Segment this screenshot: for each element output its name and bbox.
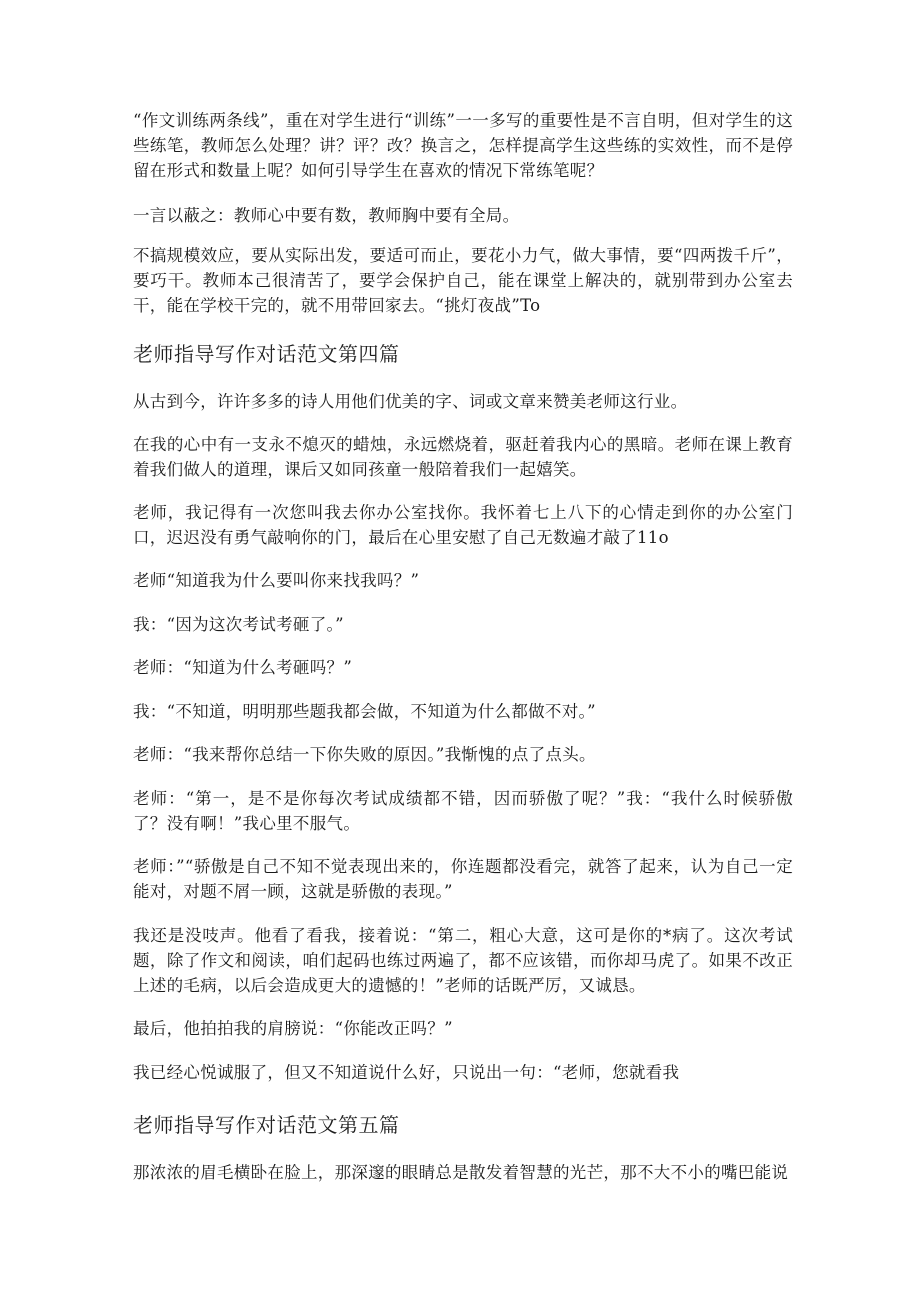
dialogue-line: 老师：“我来帮你总结一下你失败的原因。”我惭愧的点了点头。 (133, 745, 596, 764)
paragraph-work-advice: 不搞规模效应，要从实际出发，要适可而止，要花小力气，做大事情，要“四两拨千斤”，要巧干。教师本己很清苦了，要学会保护自己，能在课堂上解决的，就别带到办公室去干，能在学校干完的，就不用带回家去。“挑灯夜战”To (133, 246, 793, 315)
dialogue-line: 最后，他拍拍我的肩膀说：“你能改正吗？” (133, 1019, 453, 1038)
paragraph-candle: 在我的心中有一支永不熄灭的蜡烛，永远燃烧着，驱赶着我内心的黑暗。老师在课上教育着我们做人的道理，课后又如同孩童一般陪着我们一起嬉笑。 (133, 435, 793, 479)
dialogue-line: 老师：“第一，是不是你每次考试成绩都不错，因而骄傲了呢？”我：“我什么时候骄傲了？没有啊！”我心里不服气。 (133, 789, 793, 833)
section-heading-4: 老师指导写作对话范文第四篇 (133, 342, 400, 366)
paragraph-teacher-description: 那浓浓的眉毛横卧在脸上，那深邃的眼睛总是散发着智慧的光芒，那不大不小的嘴巴能说 (133, 1163, 789, 1182)
dialogue-line: 我：“不知道，明明那些题我都会做，不知道为什么都做不对。” (133, 702, 596, 721)
dialogue-line: 老师：”“骄傲是自己不知不觉表现出来的，你连题都没看完，就答了起来，认为自己一定能对，对题不屑一顾，这就是骄傲的表现。” (133, 857, 793, 901)
paragraph-office-visit: 老师，我记得有一次您叫我去你办公室找你。我怀着七上八下的心情走到你的办公室门口，迟迟没有勇气敲响你的门，最后在心里安慰了自己无数遍才敲了11o (133, 503, 793, 547)
paragraph-careless: 我还是没吱声。他看了看我，接着说：“第二，粗心大意，这可是你的*病了。这次考试题，除了作文和阅读，咱们起码也练过两遍了，都不应该错，而你却马虎了。如果不改正上述的毛病，以后会造成更大的遗憾的！”老师的话既严厉，又诚恳。 (133, 926, 793, 995)
paragraph-convinced: 我已经心悦诚服了，但又不知道说什么好，只说出一句：“老师，您就看我 (133, 1063, 680, 1082)
paragraph-poets: 从古到今，许许多多的诗人用他们优美的字、词或文章来赞美老师这行业。 (133, 392, 688, 411)
section-heading-5: 老师指导写作对话范文第五篇 (133, 1113, 400, 1137)
paragraph-writing-training: “作文训练两条线”，重在对学生进行“训练”一一多写的重要性是不言自明，但对学生的这些练笔，教师怎么处理？讲？评？改？换言之，怎样提高学生这些练的实效性，而不是停留在形式和数量上呢？如何引导学生在喜欢的情况下常练笔呢？ (133, 111, 793, 180)
dialogue-line: 老师“知道我为什么要叫你来找我吗？” (133, 571, 420, 590)
dialogue-line: 我：“因为这次考试考砸了。” (133, 615, 344, 634)
dialogue-line: 老师：“知道为什么考砸吗？” (133, 658, 353, 677)
paragraph-summary: 一言以蔽之：教师心中要有数，教师胸中要有全局。 (133, 206, 520, 225)
